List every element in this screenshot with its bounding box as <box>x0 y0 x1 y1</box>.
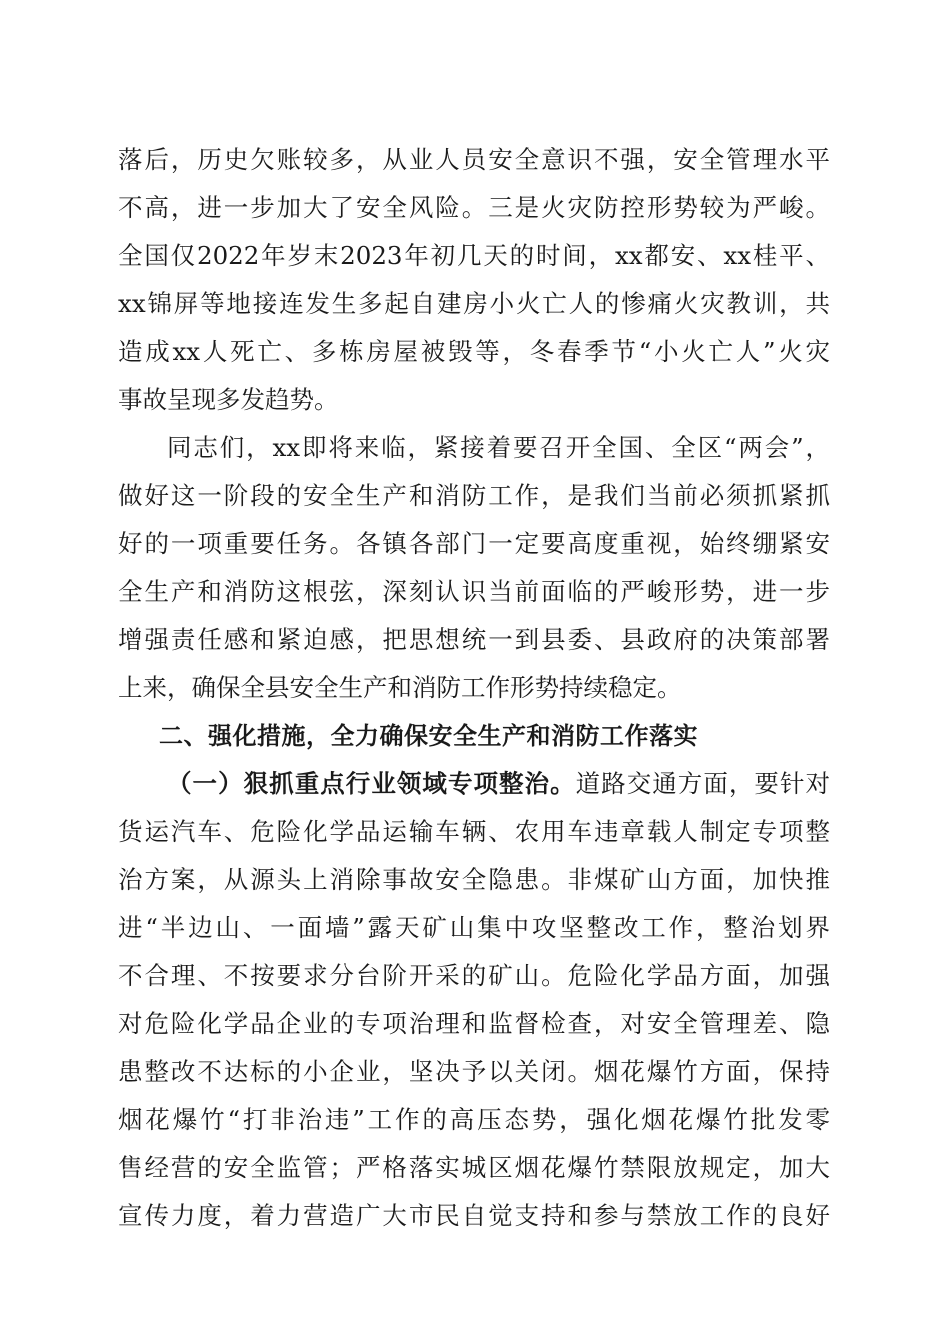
text-line: 烟花爆竹“打非治违”工作的高压态势，强化烟花爆竹批发零 <box>118 1105 830 1134</box>
text-line: xx锦屏等地接连发生多起自建房小火亡人的惨痛火灾教训，共 <box>118 289 830 318</box>
text-line: 进“半边山、一面墙”露天矿山集中攻坚整改工作，整治划界 <box>118 913 830 942</box>
paragraph-2 <box>118 424 830 712</box>
text-line: 做好这一阶段的安全生产和消防工作，是我们当前必须抓紧抓 <box>118 481 830 510</box>
text-line: 货运汽车、危险化学品运输车辆、农用车违章载人制定专项整 <box>118 817 830 846</box>
text-line: 造成xx人死亡、多栋房屋被毁等，冬春季节“小火亡人”火灾 <box>118 337 830 366</box>
section-heading: 二、强化措施，全力确保安全生产和消防工作落实 <box>159 722 698 750</box>
subheading-continuation: 道路交通方面，要针对 <box>575 769 830 798</box>
text-line: 事故呈现多发趋势。 <box>118 385 339 414</box>
text-line: 全国仅2022年岁末2023年初几天的时间，xx都安、xx桂平、 <box>118 241 830 270</box>
text-line: 同志们，xx即将来临，紧接着要召开全国、全区“两会”， <box>167 433 830 462</box>
paragraph-3 <box>118 760 830 1240</box>
text-line: 售经营的安全监管；严格落实城区烟花爆竹禁限放规定，加大 <box>118 1153 830 1182</box>
subheading: （一）狠抓重点行业领域专项整治。 <box>167 769 576 798</box>
text-line: 全生产和消防这根弦，深刻认识当前面临的严峻形势，进一步 <box>118 577 830 606</box>
text-line: 对危险化学品企业的专项治理和监督检查，对安全管理差、隐 <box>118 1009 830 1038</box>
text-line: 上来，确保全县安全生产和消防工作形势持续稳定。 <box>118 673 682 702</box>
text-line: 落后，历史欠账较多，从业人员安全意识不强，安全管理水平 <box>118 145 830 174</box>
text-line: 增强责任感和紧迫感，把思想统一到县委、县政府的决策部署 <box>118 625 830 654</box>
text-line: 宣传力度，着力营造广大市民自觉支持和参与禁放工作的良好 <box>118 1201 830 1230</box>
text-line: 好的一项重要任务。各镇各部门一定要高度重视，始终绷紧安 <box>118 529 830 558</box>
paragraph-1 <box>118 136 830 424</box>
text-line: 不高，进一步加大了安全风险。三是火灾防控形势较为严峻。 <box>118 193 830 222</box>
text-line: 患整改不达标的小企业，坚决予以关闭。烟花爆竹方面，保持 <box>118 1057 830 1086</box>
text-line: 不合理、不按要求分台阶开采的矿山。危险化学品方面，加强 <box>118 961 830 990</box>
text-line: 治方案，从源头上消除事故安全隐患。非煤矿山方面，加快推 <box>118 865 830 894</box>
text-line <box>118 760 830 808</box>
document-body <box>118 136 830 1240</box>
